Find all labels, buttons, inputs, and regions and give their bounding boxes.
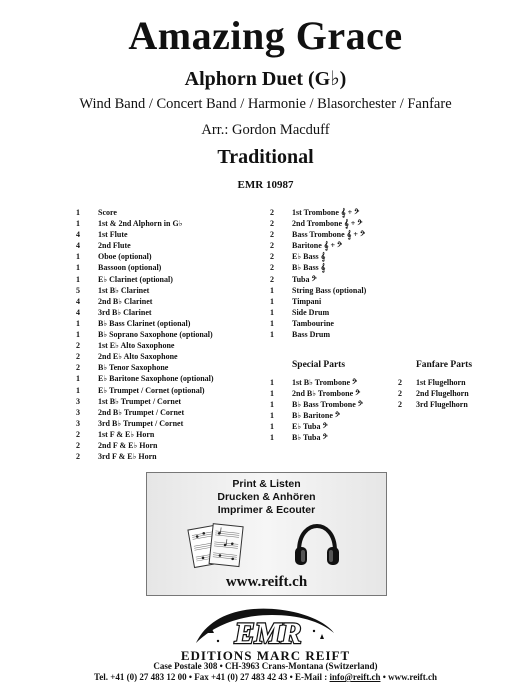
part-row: [270, 262, 366, 273]
part-name: E♭ Bass 𝄞: [292, 252, 326, 262]
part-quantity: 4: [76, 296, 80, 306]
part-row: [270, 229, 366, 240]
part-name: 3rd B♭ Trumpet / Cornet: [98, 418, 184, 428]
part-row: [76, 407, 214, 418]
part-quantity: 2: [76, 352, 80, 362]
part-name: B♭ Bass 𝄞: [292, 263, 326, 273]
part-quantity: 1: [76, 208, 80, 217]
part-name: 1st B♭ Trombone 𝄢: [292, 378, 358, 387]
part-name: 1st B♭ Trumpet / Cornet: [98, 396, 182, 406]
part-name: B♭ Baritone 𝄢: [292, 411, 341, 421]
part-name: E♭ Clarinet (optional): [98, 274, 173, 284]
part-name: Score: [98, 208, 117, 217]
part-quantity: 2: [76, 363, 80, 373]
part-quantity: 1: [270, 330, 274, 340]
part-name: 1st & 2nd Alphorn in G♭: [98, 219, 183, 229]
part-quantity: 1: [270, 285, 274, 295]
part-row: [270, 388, 363, 399]
part-row: [270, 410, 363, 421]
part-row: [76, 396, 214, 407]
part-name: E♭ Baritone Saxophone (optional): [98, 374, 214, 384]
logo-text: EMR: [234, 617, 302, 650]
piece-subtitle: Alphorn Duet (G♭): [184, 68, 347, 90]
part-quantity: 1: [76, 330, 80, 340]
part-quantity: 1: [76, 252, 80, 262]
part-row: [76, 274, 214, 285]
part-quantity: 1: [76, 263, 80, 273]
part-quantity: 1: [270, 378, 274, 387]
part-name: 2nd E♭ Alto Saxophone: [98, 352, 178, 362]
part-row: [76, 340, 214, 351]
part-name: Bassoon (optional): [98, 263, 162, 273]
part-quantity: 1: [270, 411, 274, 421]
part-row: [76, 451, 214, 462]
part-quantity: 3: [76, 418, 80, 428]
part-quantity: 1: [76, 374, 80, 384]
part-name: 2nd F & E♭ Horn: [98, 440, 158, 450]
part-quantity: 5: [76, 285, 80, 295]
part-quantity: 2: [398, 378, 402, 387]
part-row: [270, 318, 366, 329]
part-row: [76, 296, 214, 307]
composer-line: Traditional: [217, 146, 314, 168]
part-name: B♭ Soprano Saxophone (optional): [98, 330, 213, 340]
contact-email-link[interactable]: info@reift.ch: [329, 672, 381, 682]
part-name: 1st Flugelhorn: [416, 378, 466, 387]
part-row: [270, 240, 366, 251]
contact-website: • www.reift.ch: [380, 672, 437, 682]
part-row: [270, 377, 363, 388]
part-quantity: 1: [270, 307, 274, 317]
part-row: [76, 218, 214, 229]
part-name: 1st E♭ Alto Saxophone: [98, 341, 175, 351]
part-row: [76, 240, 214, 251]
part-row: [76, 362, 214, 373]
part-quantity: 1: [270, 400, 274, 410]
part-row: [76, 418, 214, 429]
part-quantity: 2: [76, 440, 80, 450]
part-name: 2nd Trombone 𝄞 + 𝄢: [292, 219, 363, 229]
part-name: Side Drum: [292, 307, 330, 317]
part-quantity: 2: [270, 252, 274, 262]
part-quantity: 2: [76, 429, 80, 439]
part-row: [270, 296, 366, 307]
part-quantity: 1: [76, 219, 80, 229]
part-quantity: 3: [76, 396, 80, 406]
part-name: 2nd Flugelhorn: [416, 389, 469, 399]
part-name: E♭ Trumpet / Cornet (optional): [98, 385, 205, 395]
part-quantity: 4: [76, 307, 80, 317]
part-quantity: 1: [76, 274, 80, 284]
part-name: 2nd Flute: [98, 241, 131, 251]
part-name: 2nd B♭ Trombone 𝄢: [292, 389, 361, 399]
part-name: 1st Flute: [98, 230, 128, 240]
part-quantity: 2: [270, 219, 274, 229]
part-name: Oboe (optional): [98, 252, 152, 262]
contact-phone-fax: Tel. +41 (0) 27 483 12 00 • Fax +41 (0) 27 483 42 43 • E-Mail :: [94, 672, 330, 682]
part-name: B♭ Bass Trombone 𝄢: [292, 400, 363, 410]
part-row: [76, 318, 214, 329]
promo-line-english: Print & Listen: [232, 478, 301, 490]
part-name: Baritone 𝄞 + 𝄢: [292, 241, 343, 251]
part-quantity: 2: [398, 400, 402, 410]
part-quantity: 2: [270, 230, 274, 240]
part-row: [270, 218, 366, 229]
part-name: E♭ Tuba 𝄢: [292, 422, 328, 432]
part-quantity: 1: [270, 318, 274, 328]
part-name: Tambourine: [292, 318, 334, 328]
headphones-icon: [293, 523, 341, 569]
part-name: 1st B♭ Clarinet: [98, 285, 150, 295]
print-listen-box[interactable]: [146, 472, 387, 596]
publisher-address: Case Postale 308 • CH-3963 Crans-Montana (Switzerland): [153, 661, 378, 671]
part-quantity: 4: [76, 241, 80, 251]
special-parts-heading: Special Parts: [292, 360, 346, 370]
part-name: Bass Trombone 𝄞 + 𝄢: [292, 230, 366, 240]
promo-line-french: Imprimer & Ecouter: [217, 504, 316, 516]
emr-logo: [190, 603, 340, 651]
part-row: [76, 262, 214, 273]
part-name: Tuba 𝄢: [292, 274, 317, 284]
piece-title: Amazing Grace: [128, 13, 403, 58]
part-quantity: 1: [76, 385, 80, 395]
catalog-number: EMR 10987: [237, 179, 294, 191]
part-name: 2nd B♭ Trumpet / Cornet: [98, 407, 185, 417]
special-parts-list: [270, 377, 363, 444]
part-row: [76, 429, 214, 440]
part-row: [270, 307, 366, 318]
part-row: [398, 388, 469, 399]
part-row: [398, 399, 469, 410]
part-row: [76, 329, 214, 340]
part-name: Timpani: [292, 296, 322, 306]
publisher-contact: [0, 672, 531, 682]
arranger-line: Arr.: Gordon Macduff: [201, 122, 330, 138]
part-name: 1st F & E♭ Horn: [98, 429, 155, 439]
part-quantity: 2: [270, 241, 274, 251]
part-quantity: 2: [270, 263, 274, 273]
part-row: [270, 285, 366, 296]
part-quantity: 1: [270, 296, 274, 306]
part-quantity: 2: [270, 208, 274, 217]
promo-website-link[interactable]: www.reift.ch: [225, 574, 308, 590]
part-name: 3rd F & E♭ Horn: [98, 452, 157, 462]
part-quantity: 4: [76, 230, 80, 240]
part-name: 2nd B♭ Clarinet: [98, 296, 153, 306]
part-name: B♭ Tenor Saxophone: [98, 363, 169, 373]
part-quantity: 2: [270, 274, 274, 284]
part-quantity: 3: [76, 407, 80, 417]
part-row: [76, 285, 214, 296]
publisher-name: EDITIONS MARC REIFT: [180, 648, 351, 663]
part-quantity: 1: [270, 389, 274, 399]
part-quantity: 2: [398, 389, 402, 399]
part-row: [270, 207, 366, 218]
parts-list-right: [270, 207, 366, 340]
part-row: [270, 251, 366, 262]
part-name: B♭ Bass Clarinet (optional): [98, 318, 191, 328]
promo-line-german: Drucken & Anhören: [217, 491, 316, 503]
part-name: 3rd Flugelhorn: [416, 400, 468, 410]
part-name: Bass Drum: [292, 330, 331, 340]
part-name: String Bass (optional): [292, 285, 367, 295]
part-quantity: 2: [76, 452, 80, 462]
sheet-music-icon: [187, 521, 245, 571]
part-row: [270, 432, 363, 443]
part-row: [76, 251, 214, 262]
part-name: B♭ Tuba 𝄢: [292, 433, 328, 443]
part-name: 1st Trombone 𝄞 + 𝄢: [292, 208, 360, 217]
part-row: [270, 329, 366, 340]
part-row: [76, 351, 214, 362]
part-name: 3rd B♭ Clarinet: [98, 307, 152, 317]
part-quantity: 2: [76, 341, 80, 351]
parts-list-left: [76, 207, 214, 462]
part-row: [76, 207, 214, 218]
part-row: [76, 307, 214, 318]
part-row: [270, 399, 363, 410]
part-quantity: 1: [76, 318, 80, 328]
part-row: [398, 377, 469, 388]
part-row: [76, 385, 214, 396]
fanfare-parts-list: [398, 377, 469, 410]
part-row: [76, 229, 214, 240]
fanfare-parts-heading: Fanfare Parts: [416, 360, 473, 370]
part-quantity: 1: [270, 422, 274, 432]
part-row: [76, 373, 214, 384]
part-row: [76, 440, 214, 451]
part-row: [270, 421, 363, 432]
ensemble-line: Wind Band / Concert Band / Harmonie / Blasorchester / Fanfare: [79, 96, 452, 112]
part-quantity: 1: [270, 433, 274, 443]
part-row: [270, 274, 366, 285]
